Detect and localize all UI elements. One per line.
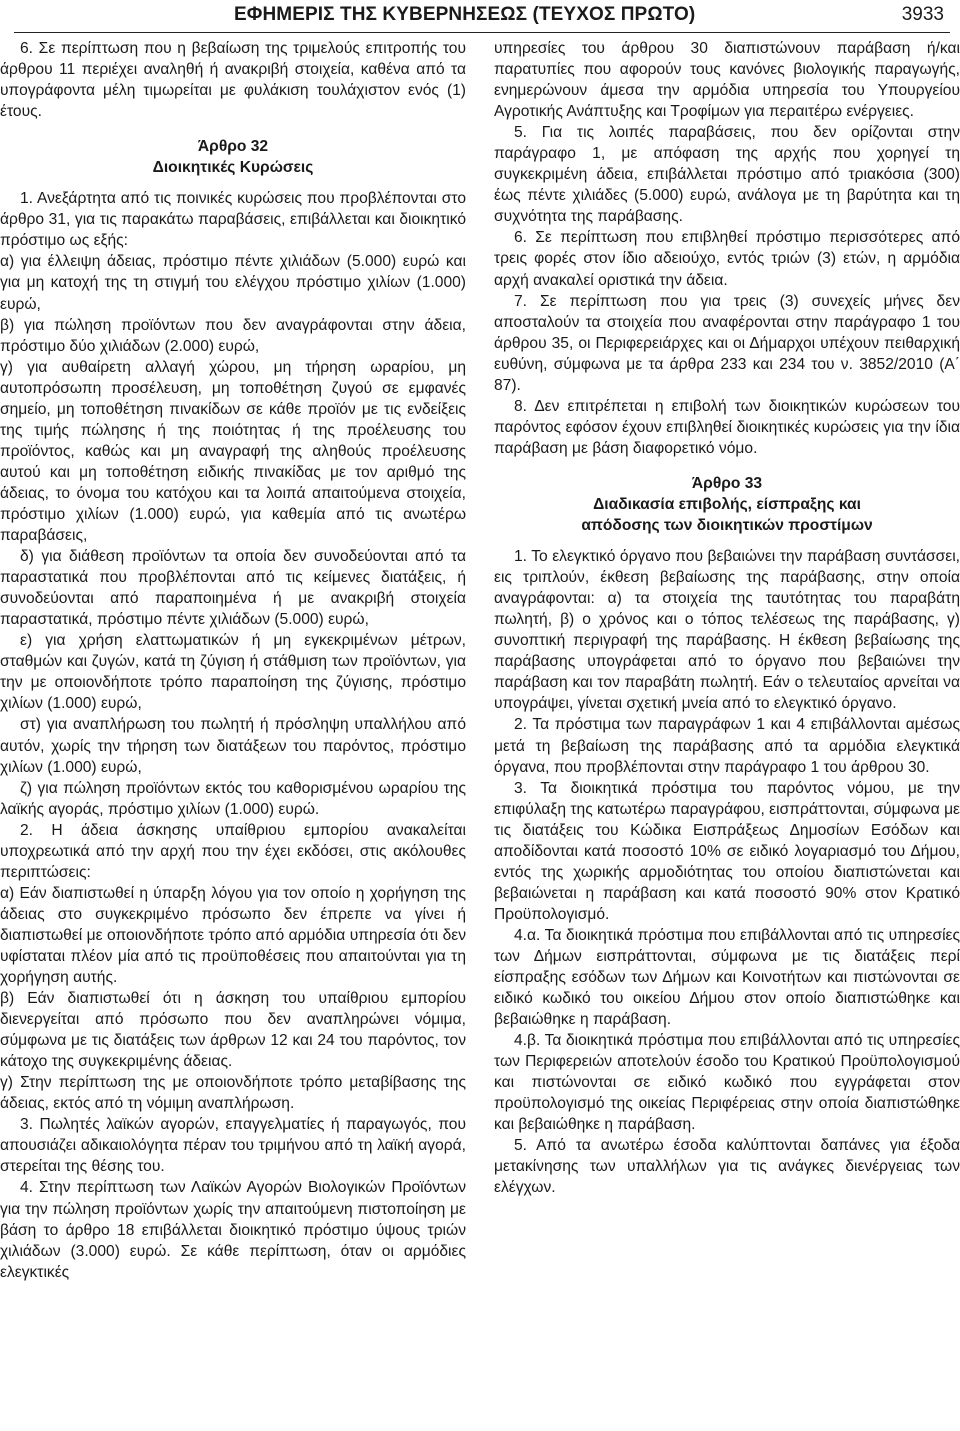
article-32-paragraph-1: 1. Ανεξάρτητα από τις ποινικές κυρώσεις που προβλέπονται στο άρθρο 31, για τις παρακάτω παραβάσεις, επιβάλλεται και διοικητικό πρόστιμο ως εξής: bbox=[0, 190, 466, 250]
paragraph-intro: 6. Σε περίπτωση που η βεβαίωση της τριμελούς επιτροπής του άρθρου 11 περιέχει αναληθή ή ανακριβή στοιχεία, καθένα από τα υπογράφοντα μέλη τιμωρείται με φυλάκιση τουλάχιστον ενός (1) έτους. bbox=[0, 40, 466, 121]
article-32-paragraph-4-continued: υπηρεσίες του άρθρου 30 διαπιστώνουν παράβαση ή/και παρατυπίες που αφορούν τους κανόνες βιολογικής παραγωγής, ενημερώνουν άμεσα την αρμόδια υπηρεσία του Υπουργείου Αγροτικής Ανάπτυξης και Τροφίμων για περαιτέρω ενέργειες. bbox=[494, 40, 960, 121]
page-number: 3933 bbox=[901, 4, 944, 25]
article-32-paragraph-7: 7. Σε περίπτωση που για τρεις (3) συνεχείς μήνες δεν αποσταλούν τα στοιχεία που αναφέρονται στην παράγραφο 1 του άρθρου 35, οι Περιφερειάρχες και οι Δήμαρχοι υπέχουν πειθαρχική ευθύνη, σύμφωνα με τα άρθρα 233 και 234 του ν. 3852/2010 (Α΄ 87). bbox=[494, 292, 960, 394]
article-32-item-a: α) για έλλειψη άδειας, πρόστιμο πέντε χιλιάδων (5.000) ευρώ και για μη κατοχή της τη στιγμή του ελέγχου πρόστιμο χιλίων (1.000) ευρώ, bbox=[0, 253, 466, 313]
article-32-paragraph-2-a: α) Εάν διαπιστωθεί η ύπαρξη λόγου για τον οποίο η χορήγηση της άδειας στο συγκεκριμένο πρόσωπο δεν έπρεπε να γίνει ή διαπιστωθεί με οποιονδήποτε τρόπο από αρμόδια υπηρεσία ότι δεν υφίσταται πλέον μία από τις προϋποθέσεις που απαιτούνται για τη χορήγηση αυτής. bbox=[0, 884, 466, 987]
article-32-item-st: στ) για αναπλήρωση του πωλητή ή πρόσληψη υπαλλήλου από αυτόν, χωρίς την τήρηση των διατάξεων του παρόντος, πρόστιμο χιλίων (1.000) ευρώ, bbox=[0, 716, 466, 776]
article-33-paragraph-3: 3. Τα διοικητικά πρόστιμα του παρόντος νόμου, με την επιφύλαξη της κατωτέρω παραγράφου, εισπράττονται, σύμφωνα με τις διατάξεις του Κώδικα Εισπράξεως Δημοσίων Εσόδων και αποδίδονται κατά ποσοστό 10% σε ειδικό λογαριασμό του Δήμου, εντός της χωρικής αρμοδιότητας του οποίου διαπιστώνεται και βεβαιώνεται η παράβαση και κατά ποσοστό 90% στον Κρατικό Προϋπολογισμό. bbox=[494, 779, 960, 923]
article-32-paragraph-2: 2. Η άδεια άσκησης υπαίθριου εμπορίου ανακαλείται υποχρεωτικά από την αρχή που την έχει εκδόσει, στις ακόλουθες περιπτώσεις: bbox=[0, 821, 466, 881]
article-32-paragraph-4: 4. Στην περίπτωση των Λαϊκών Αγορών Βιολογικών Προϊόντων για την πώληση προϊόντων χωρίς την απαιτούμενη πιστοποίηση με βάση το άρθρο 18 επιβάλλεται διοικητικό πρόστιμο ύψους τριών χιλιάδων (3.000) ευρώ. Σε κάθε περίπτωση, όταν οι αρμόδιες ελεγκτικές bbox=[0, 1179, 466, 1281]
article-32-paragraph-3: 3. Πωλητές λαϊκών αγορών, επαγγελματίες ή παραγωγός, που απουσιάζει αδικαιολόγητα πέραν του τριμήνου από τη λαϊκή αγορά, στερείται της θέσης του. bbox=[0, 1116, 466, 1176]
article-32-item-b: β) για πώληση προϊόντων που δεν αναγράφονται στην άδεια, πρόστιμο δύο χιλιάδων (2.000) ευρώ, bbox=[0, 316, 466, 355]
article-32-paragraph-2-b: β) Εάν διαπιστωθεί ότι η άσκηση του υπαίθριου εμπορίου διενεργείται από πρόσωπο που δεν αναπληρώνει νόμιμα, σύμφωνα με τις διατάξεις των άρθρων 12 και 24 του παρόντος, τον κάτοχο της συγκεκριμένης άδειας. bbox=[0, 990, 466, 1071]
article-33-paragraph-4a: 4.α. Τα διοικητικά πρόστιμα που επιβάλλονται από τις υπηρεσίες των Δήμων εισπράττονται, σύμφωνα με τις διατάξεις περί είσπραξης εσόδων των Δήμων και Κοινοτήτων και πιστώνονται σε ειδικό κωδικό του οικείου Δήμου στον οποίο διαπιστώθηκε και βεβαιώθηκε η παράβαση. bbox=[494, 926, 960, 1029]
article-32-paragraph-5: 5. Για τις λοιπές παραβάσεις, που δεν ορίζονται στην παράγραφο 1, με απόφαση της αρχής που χορηγεί τη συγκεκριμένη άδεια, επιβάλλεται πρόστιμο από τριακόσια (300) έως πέντε χιλιάδες (5.000) ευρώ, ανάλογα με τη βαρύτητα και τη συχνότητα της παράβασης. bbox=[494, 124, 960, 226]
article-33-paragraph-4b: 4.β. Τα διοικητικά πρόστιμα που επιβάλλονται από τις υπηρεσίες των Περιφερειών αποτελούν έσοδο του Κρατικού Προϋπολογισμού και πιστώνονται σε ειδικό κωδικό που εγγράφεται στον προϋπολογισμό της οικείας Περιφέρειας στην οποία διαπιστώθηκε και βεβαιώθηκε η παράβαση. bbox=[494, 1032, 960, 1134]
article-32-paragraph-8: 8. Δεν επιτρέπεται η επιβολή των διοικητικών κυρώσεων του παρόντος εφόσον έχουν επιβληθεί διοικητικές κυρώσεις για την ίδια παράβαση με βάση διαφορετικό νόμο. bbox=[494, 397, 960, 457]
article-32-number: Άρθρο 32 bbox=[197, 138, 269, 156]
page-header bbox=[14, 2, 950, 33]
right-column bbox=[494, 38, 960, 1199]
article-33-title: Διαδικασία επιβολής, είσπραξης και απόδοσης των διοικητικών προστίμων bbox=[581, 495, 873, 535]
gazette-title: ΕΦΗΜΕΡΙΣ ΤΗΣ ΚΥΒΕΡΝΗΣΕΩΣ (ΤΕΥΧΟΣ ΠΡΩΤΟ) bbox=[234, 4, 696, 25]
article-32-item-d: δ) για διάθεση προϊόντων τα οποία δεν συνοδεύονται από τα παραστατικά που προβλέπονται από τις κείμενες διατάξεις, ή συνοδεύονται από παραποιημένα ή με ανακριβή στοιχεία παραστατικά, πρόστιμο πέντε χιλιάδων (5.000) ευρώ, bbox=[0, 548, 466, 629]
article-32-paragraph-2-c: γ) Στην περίπτωση της με οποιονδήποτε τρόπο μεταβίβασης της άδειας, εκτός από τη νόμιμη αναπλήρωση. bbox=[0, 1074, 466, 1113]
article-33-paragraph-1: 1. Το ελεγκτικό όργανο που βεβαιώνει την παράβαση συντάσσει, εις τριπλούν, έκθεση βεβαίωσης της παράβασης, στην οποία αναγράφονται: α) τα στοιχεία της ταυτότητας του παραβάτη πωλητή, β) ο χρόνος και ο τόπος τελέσεως της παράβασης, γ) συνοπτική περιγραφή της παράβασης. Η έκθεση βεβαίωσης της παράβασης υπογράφεται από το όργανο που βεβαιώνει την παράβαση και τον παραβάτη πωλητή. Εάν ο τελευταίος αρνείται να υπογράψει, γίνεται σχετική μνεία από το ελεγκτικό όργανο. bbox=[494, 548, 960, 713]
article-32-item-z: ζ) για πώληση προϊόντων εκτός του καθορισμένου ωραρίου της λαϊκής αγοράς, πρόστιμο χιλίων (1.000) ευρώ. bbox=[0, 779, 466, 818]
article-33-paragraph-2: 2. Τα πρόστιμα των παραγράφων 1 και 4 επιβάλλονται αμέσως μετά τη βεβαίωση της παράβασης από τα αρμόδια ελεγκτικά όργανα, που προβλέπονται στην παράγραφο 1 του άρθρου 30. bbox=[494, 716, 960, 776]
article-33-paragraph-5: 5. Από τα ανωτέρω έσοδα καλύπτονται δαπάνες για έξοδα μετακίνησης των υπαλλήλων για τις ανάγκες διενέργειας των ελέγχων. bbox=[494, 1137, 960, 1197]
article-33-number: Άρθρο 33 bbox=[691, 474, 763, 492]
left-column bbox=[0, 38, 466, 1283]
article-32-item-e: ε) για χρήση ελαττωματικών ή μη εγκεκριμένων μέτρων, σταθμών και ζυγών, κατά τη ζύγιση ή στάθμιση των προϊόντων, για την με οποιονδήποτε τρόπο παραποίηση της ζύγισης, πρόστιμο χιλίων (1.000) ευρώ, bbox=[0, 632, 466, 713]
article-32-title: Διοικητικές Κυρώσεις bbox=[152, 159, 314, 177]
article-32-paragraph-6: 6. Σε περίπτωση που επιβληθεί πρόστιμο περισσότερες από τρεις φορές στον ίδιο αδειούχο, εντός τριών (3) ετών, η αρμόδια αρχή ανακαλεί οριστικά την άδεια. bbox=[494, 229, 960, 289]
article-32-item-c: γ) για αυθαίρετη αλλαγή χώρου, μη τήρηση ωραρίου, μη αυτοπρόσωπη προσέλευση, μη τοποθέτηση ζυγού σε εμφανές σημείο, μη τοποθέτηση πινακίδων σε κάθε προϊόν με τις ενδείξεις της τιμής πώλησης ή της ποιότητας ή της προέλευσης του προϊόντος, καθώς και μη αναγραφή της αληθούς προέλευσης αυτού και μη τοποθέτηση ειδικής πινακίδας με τον αριθμό της άδειας, το όνομα του κατόχου και τα λοιπά απαιτούμενα στοιχεία, πρόστιμο χιλίων (1.000) ευρώ, για καθεμία από τις ανωτέρω παραβάσεις, bbox=[0, 358, 466, 545]
